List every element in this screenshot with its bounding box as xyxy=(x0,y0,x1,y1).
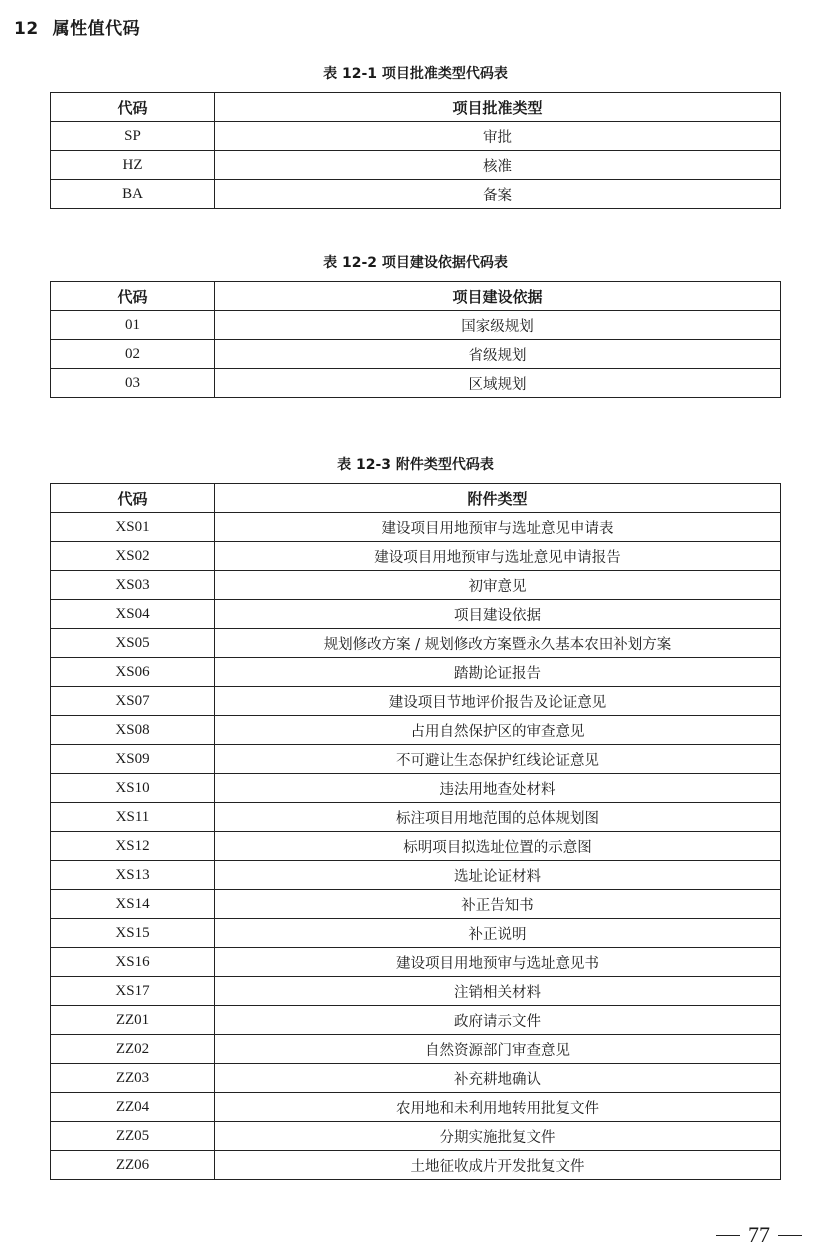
cell-code: XS14 xyxy=(51,890,215,919)
table-3 xyxy=(50,483,781,1180)
cell-code: XS03 xyxy=(51,571,215,600)
cell-value: 补正说明 xyxy=(215,919,781,948)
table-row xyxy=(51,340,781,369)
table-row xyxy=(51,513,781,542)
cell-value: 注销相关材料 xyxy=(215,977,781,1006)
table-row xyxy=(51,571,781,600)
cell-value: 农用地和未利用地转用批复文件 xyxy=(215,1093,781,1122)
cell-code: ZZ02 xyxy=(51,1035,215,1064)
table-row xyxy=(51,1006,781,1035)
cell-code: ZZ03 xyxy=(51,1064,215,1093)
cell-code: XS12 xyxy=(51,832,215,861)
table-row xyxy=(51,861,781,890)
page-number xyxy=(716,1222,802,1248)
cell-value: 占用自然保护区的审查意见 xyxy=(215,716,781,745)
cell-value: 备案 xyxy=(215,180,781,209)
page-number-text: 77 xyxy=(748,1222,770,1247)
cell-code: XS06 xyxy=(51,658,215,687)
table-header-row xyxy=(51,93,781,122)
cell-value: 建设项目用地预审与选址意见申请表 xyxy=(215,513,781,542)
table-row xyxy=(51,716,781,745)
section-heading xyxy=(14,14,140,39)
cell-value: 标注项目用地范围的总体规划图 xyxy=(215,803,781,832)
cell-code: HZ xyxy=(51,151,215,180)
cell-value: 建设项目节地评价报告及论证意见 xyxy=(215,687,781,716)
table-row xyxy=(51,542,781,571)
cell-code: XS09 xyxy=(51,745,215,774)
table-row xyxy=(51,122,781,151)
table-row xyxy=(51,629,781,658)
cell-code: ZZ06 xyxy=(51,1151,215,1180)
page-number-dash-right xyxy=(778,1235,802,1236)
table-row xyxy=(51,774,781,803)
column-header-type: 项目批准类型 xyxy=(215,93,781,122)
cell-value: 建设项目用地预审与选址意见申请报告 xyxy=(215,542,781,571)
cell-code: XS02 xyxy=(51,542,215,571)
table-row xyxy=(51,600,781,629)
table-row xyxy=(51,1064,781,1093)
cell-value: 标明项目拟选址位置的示意图 xyxy=(215,832,781,861)
table-row xyxy=(51,890,781,919)
cell-code: XS15 xyxy=(51,919,215,948)
table-row xyxy=(51,369,781,398)
cell-value: 区域规划 xyxy=(215,369,781,398)
page-number-dash-left xyxy=(716,1235,740,1236)
cell-value: 分期实施批复文件 xyxy=(215,1122,781,1151)
cell-value: 踏勘论证报告 xyxy=(215,658,781,687)
cell-value: 不可避让生态保护红线论证意见 xyxy=(215,745,781,774)
table-row xyxy=(51,1151,781,1180)
table-row xyxy=(51,745,781,774)
cell-code: ZZ05 xyxy=(51,1122,215,1151)
cell-code: XS05 xyxy=(51,629,215,658)
cell-code: XS17 xyxy=(51,977,215,1006)
table-2 xyxy=(50,281,781,398)
table-row xyxy=(51,658,781,687)
cell-value: 初审意见 xyxy=(215,571,781,600)
cell-value: 建设项目用地预审与选址意见书 xyxy=(215,948,781,977)
table-row xyxy=(51,687,781,716)
table-row xyxy=(51,803,781,832)
table-row xyxy=(51,151,781,180)
cell-value: 补正告知书 xyxy=(215,890,781,919)
cell-value: 违法用地查处材料 xyxy=(215,774,781,803)
table-row xyxy=(51,1122,781,1151)
table-row xyxy=(51,948,781,977)
cell-code: 03 xyxy=(51,369,215,398)
cell-code: XS13 xyxy=(51,861,215,890)
cell-value: 自然资源部门审查意见 xyxy=(215,1035,781,1064)
column-header-code: 代码 xyxy=(51,282,215,311)
cell-code: XS08 xyxy=(51,716,215,745)
cell-value: 省级规划 xyxy=(215,340,781,369)
cell-code: BA xyxy=(51,180,215,209)
cell-value: 土地征收成片开发批复文件 xyxy=(215,1151,781,1180)
table-1 xyxy=(50,92,781,209)
cell-value: 国家级规划 xyxy=(215,311,781,340)
column-header-attachment-type: 附件类型 xyxy=(215,484,781,513)
table-row xyxy=(51,1093,781,1122)
cell-value: 政府请示文件 xyxy=(215,1006,781,1035)
cell-code: XS16 xyxy=(51,948,215,977)
table-row xyxy=(51,832,781,861)
cell-value: 核准 xyxy=(215,151,781,180)
table-row xyxy=(51,977,781,1006)
cell-value: 选址论证材料 xyxy=(215,861,781,890)
cell-value: 审批 xyxy=(215,122,781,151)
section-number: 12 xyxy=(14,19,39,39)
table-1-caption: 表 12-1 项目批准类型代码表 xyxy=(323,66,508,82)
table-row xyxy=(51,311,781,340)
cell-code: 02 xyxy=(51,340,215,369)
column-header-code: 代码 xyxy=(51,484,215,513)
table-2-caption: 表 12-2 项目建设依据代码表 xyxy=(323,255,508,271)
column-header-code: 代码 xyxy=(51,93,215,122)
table-row xyxy=(51,919,781,948)
table-row xyxy=(51,180,781,209)
cell-value: 项目建设依据 xyxy=(215,600,781,629)
cell-code: 01 xyxy=(51,311,215,340)
cell-code: XS07 xyxy=(51,687,215,716)
table-3-caption: 表 12-3 附件类型代码表 xyxy=(337,457,494,473)
cell-code: ZZ04 xyxy=(51,1093,215,1122)
table-header-row xyxy=(51,484,781,513)
section-title: 属性值代码 xyxy=(52,19,141,39)
cell-value: 规划修改方案 / 规划修改方案暨永久基本农田补划方案 xyxy=(215,629,781,658)
cell-code: SP xyxy=(51,122,215,151)
cell-code: ZZ01 xyxy=(51,1006,215,1035)
cell-code: XS04 xyxy=(51,600,215,629)
column-header-basis: 项目建设依据 xyxy=(215,282,781,311)
table-header-row xyxy=(51,282,781,311)
cell-value: 补充耕地确认 xyxy=(215,1064,781,1093)
cell-code: XS11 xyxy=(51,803,215,832)
cell-code: XS10 xyxy=(51,774,215,803)
table-row xyxy=(51,1035,781,1064)
cell-code: XS01 xyxy=(51,513,215,542)
